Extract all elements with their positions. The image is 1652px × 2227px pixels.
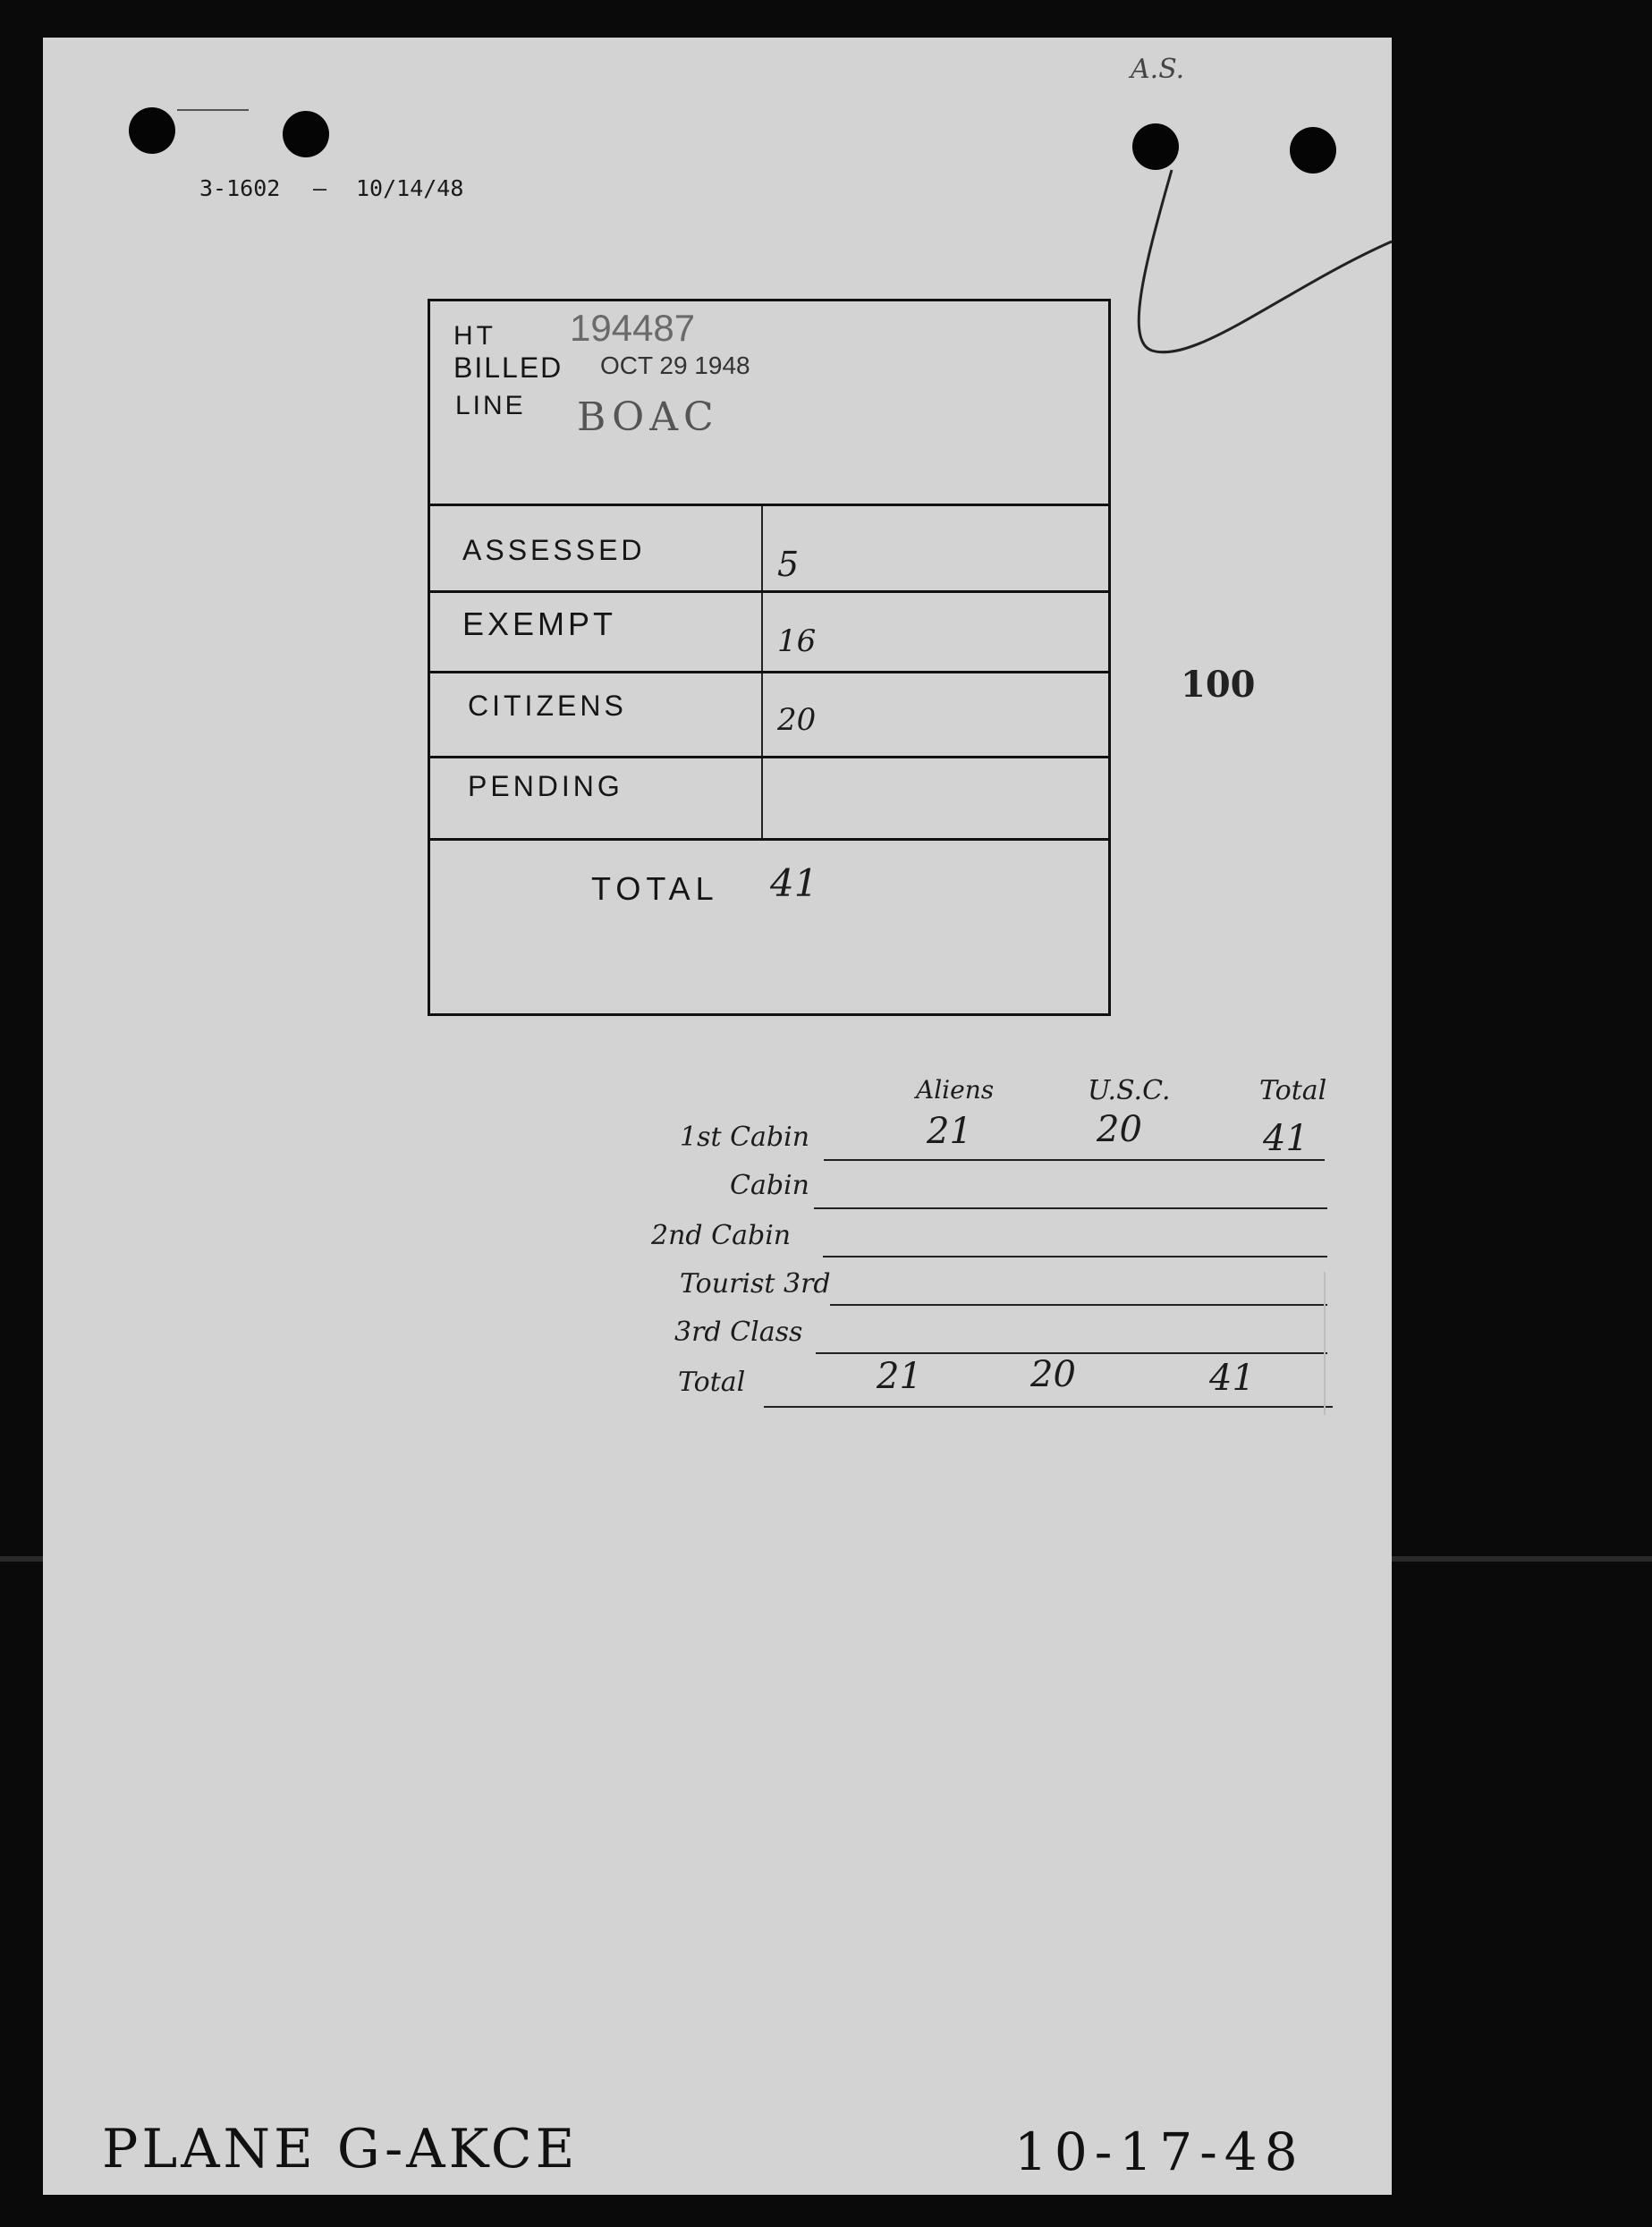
row-assessed-label: ASSESSED: [462, 534, 646, 566]
row-citizens-value: 20: [777, 702, 817, 738]
tally-row-total: 41: [1263, 1118, 1309, 1159]
ht-number-stamp: 194487: [570, 307, 696, 349]
tally-total-aliens: 21: [877, 1356, 922, 1397]
corner-initials: A.S.: [1131, 54, 1185, 85]
tally-row-label: 2nd Cabin: [651, 1220, 792, 1251]
tally-row-usc: 20: [1097, 1109, 1142, 1150]
ht-label: HT: [453, 321, 496, 351]
punch-hole-top-left-2: [283, 111, 329, 157]
scan-edge-line-left: [0, 1556, 43, 1562]
plane-id: PLANE G-AKCE: [102, 2118, 579, 2180]
pencil-curve-mark: [1125, 163, 1394, 395]
row-citizens-label: CITIZENS: [468, 690, 627, 722]
tally-total-usc: 20: [1030, 1354, 1076, 1395]
line-label: LINE: [455, 391, 526, 420]
row-exempt-value: 16: [777, 623, 817, 659]
tally-row-line: [830, 1304, 1327, 1306]
assessment-form-box: [428, 299, 1111, 1016]
tally-header-usc: U.S.C.: [1088, 1075, 1171, 1106]
doc-dash: —: [313, 175, 327, 201]
punch-hole-top-left: [129, 107, 175, 154]
billed-date-stamp: OCT 29 1948: [600, 351, 750, 379]
tally-row-label: 3rd Class: [674, 1317, 803, 1348]
tally-row-label: Cabin: [730, 1170, 809, 1201]
doc-number: 3-1602: [199, 175, 281, 201]
billed-label: BILLED: [453, 351, 563, 384]
tally-row-aliens: 21: [927, 1111, 972, 1152]
side-number: 100: [1181, 664, 1256, 706]
tally-header-aliens: Aliens: [916, 1075, 995, 1105]
total-value: 41: [770, 861, 818, 905]
tally-margin-line: [1324, 1272, 1326, 1415]
form-divider-header: [430, 504, 1108, 506]
pencil-dash-mark: [177, 109, 249, 111]
arrival-date: 10-17-48: [1014, 2121, 1305, 2182]
tally-row-label: 1st Cabin: [680, 1122, 810, 1153]
row-pending-label: PENDING: [468, 770, 623, 802]
tally-total-total: 41: [1209, 1358, 1255, 1399]
row-exempt-label: EXEMPT: [462, 605, 617, 642]
tally-row-line: [814, 1207, 1327, 1209]
form-divider-4: [430, 838, 1108, 841]
tally-total-line: [764, 1406, 1333, 1408]
doc-date: 10/14/48: [356, 175, 464, 201]
tally-row-line: [824, 1159, 1325, 1161]
total-label: TOTAL: [591, 870, 719, 907]
scan-edge-line-right: [1392, 1556, 1652, 1562]
form-divider-1: [430, 590, 1108, 593]
tally-row-label: Tourist 3rd: [680, 1268, 831, 1300]
form-divider-3: [430, 756, 1108, 758]
tally-row-line: [823, 1256, 1327, 1257]
tally-total-label: Total: [678, 1367, 746, 1398]
form-divider-2: [430, 671, 1108, 673]
line-value: BOAC: [577, 394, 719, 440]
row-assessed-value: 5: [777, 545, 800, 584]
tally-header-total: Total: [1259, 1075, 1327, 1106]
paper-sheet: [43, 38, 1392, 2195]
